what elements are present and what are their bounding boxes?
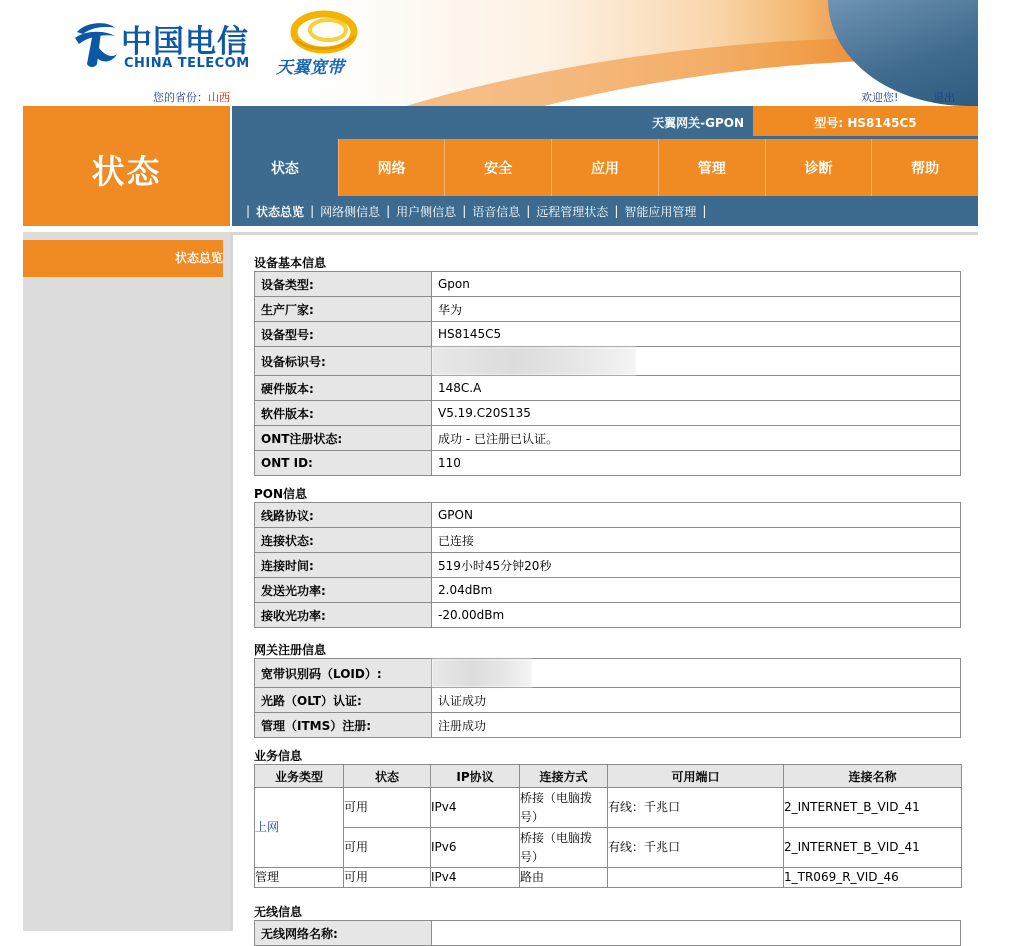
- col-ip-protocol: IP协议: [431, 765, 520, 788]
- redacted-block: [432, 347, 636, 375]
- sidebar-item-label: 状态总览: [174, 251, 223, 265]
- label-ont-status: ONT注册状态:: [255, 426, 432, 451]
- tab-status[interactable]: 状态: [232, 139, 338, 196]
- product-name: 天翼宽带: [276, 58, 344, 78]
- label-line-protocol: 线路协议:: [255, 503, 432, 528]
- col-service-type: 业务类型: [255, 765, 344, 788]
- province-value: 山西: [208, 91, 230, 104]
- tab-network[interactable]: 网络: [338, 139, 445, 196]
- value-software-version: V5.19.C20S135: [432, 401, 961, 426]
- logout-link[interactable]: 退出: [933, 91, 955, 104]
- redacted-block: [432, 659, 532, 687]
- table-row: [255, 603, 961, 628]
- subnav-smart-apps[interactable]: 智能应用管理: [624, 204, 697, 219]
- value-device-type: Gpon: [432, 272, 961, 297]
- label-manufacturer: 生产厂家:: [255, 297, 432, 322]
- cell-port: 有线：千兆口: [608, 788, 784, 828]
- cell-port: 有线：千兆口: [608, 828, 784, 868]
- table-row: [255, 868, 962, 888]
- value-loid-redacted: [432, 659, 961, 688]
- sidebar-item-status-overview[interactable]: [23, 240, 223, 277]
- tab-help[interactable]: 帮助: [871, 139, 978, 196]
- table-row: [255, 828, 962, 868]
- table-row: [255, 297, 961, 322]
- value-tx-power: 2.04dBm: [432, 578, 961, 603]
- label-connection-time: 连接时间:: [255, 553, 432, 578]
- model-box: [753, 106, 978, 136]
- subnav-voice-info[interactable]: 语音信息: [472, 204, 521, 219]
- province-info: [153, 89, 230, 105]
- label-olt-auth: 光路（OLT）认证:: [255, 688, 432, 713]
- subnav-separator: |: [614, 204, 619, 218]
- subnav-status-overview[interactable]: 状态总览: [256, 204, 305, 219]
- value-ont-id: 110: [432, 451, 961, 476]
- table-row: [255, 272, 961, 297]
- registration-table: [254, 658, 961, 738]
- section-title-registration: 网关注册信息: [254, 643, 327, 657]
- col-connection-mode: 连接方式: [520, 765, 608, 788]
- table-row: [255, 347, 961, 376]
- label-software-version: 软件版本:: [255, 401, 432, 426]
- cell-mode: 桥接（电脑拨号）: [520, 788, 608, 828]
- label-itms-register: 管理（ITMS）注册:: [255, 713, 432, 738]
- sidebar: [23, 232, 230, 931]
- label-connection-status: 连接状态:: [255, 528, 432, 553]
- cell-name: 2_INTERNET_B_VID_41: [784, 788, 962, 828]
- value-line-protocol: GPON: [432, 503, 961, 528]
- section-title-pon: PON信息: [254, 487, 308, 501]
- table-row: [255, 713, 961, 738]
- table-row: [255, 528, 961, 553]
- section-title-wireless: 无线信息: [254, 905, 303, 919]
- china-telecom-logo-icon: [71, 18, 119, 70]
- section-title-basic: 设备基本信息: [254, 256, 327, 270]
- top-navbar: [232, 106, 978, 226]
- value-rx-power: -20.00dBm: [432, 603, 961, 628]
- subnav-separator: |: [310, 204, 315, 218]
- label-device-serial: 设备标识号:: [255, 347, 432, 376]
- cell-mode: 桥接（电脑拨号）: [520, 828, 608, 868]
- page-title-block: [23, 106, 230, 226]
- table-row: [255, 376, 961, 401]
- page-frame: [23, 0, 978, 941]
- table-row: [255, 426, 961, 451]
- cell-ip: IPv6: [431, 828, 520, 868]
- label-ont-id: ONT ID:: [255, 451, 432, 476]
- value-connection-time: 519小时45分钟20秒: [432, 553, 961, 578]
- sub-navigation: [232, 196, 978, 226]
- logo-english-text: CHINA TELECOM: [124, 56, 250, 71]
- logo-chinese-text: 中国电信: [121, 24, 249, 60]
- label-tx-power: 发送光功率:: [255, 578, 432, 603]
- subnav-separator: |: [246, 204, 251, 218]
- label-hardware-version: 硬件版本:: [255, 376, 432, 401]
- col-connection-name: 连接名称: [784, 765, 962, 788]
- table-row: [255, 788, 962, 828]
- tab-diagnostics[interactable]: 诊断: [765, 139, 872, 196]
- cell-mode: 路由: [520, 868, 608, 888]
- subnav-wan-info[interactable]: 网络侧信息: [320, 204, 381, 219]
- tab-security[interactable]: 安全: [444, 139, 551, 196]
- tab-application[interactable]: 应用: [551, 139, 658, 196]
- subnav-separator: |: [526, 204, 531, 218]
- value-manufacturer: 华为: [432, 297, 961, 322]
- subnav-separator: |: [462, 204, 467, 218]
- table-row: [255, 688, 961, 713]
- subnav-separator: |: [702, 204, 707, 218]
- cell-status: 可用: [344, 828, 431, 868]
- main-content: [230, 232, 978, 941]
- cell-ip: IPv4: [431, 788, 520, 828]
- cell-ip: IPv4: [431, 868, 520, 888]
- page-title: 状态: [91, 152, 162, 191]
- value-device-model: HS8145C5: [432, 322, 961, 347]
- label-ssid: 无线网络名称:: [255, 921, 432, 946]
- table-row: [255, 553, 961, 578]
- label-loid: 宽带识别码（LOID）:: [255, 659, 432, 688]
- value-itms-register: 注册成功: [432, 713, 961, 738]
- table-row: [255, 451, 961, 476]
- main-tabs: [232, 139, 978, 196]
- value-connection-status: 已连接: [432, 528, 961, 553]
- label-rx-power: 接收光功率:: [255, 603, 432, 628]
- table-row: [255, 921, 961, 946]
- basic-info-table: [254, 271, 961, 476]
- gateway-name: 天翼网关-GPON: [652, 116, 744, 130]
- value-ont-status: 成功 - 已注册已认证。: [432, 426, 961, 451]
- section-title-service: 业务信息: [254, 749, 303, 763]
- device-model: 型号: HS8145C5: [814, 116, 917, 130]
- device-info-bar: [232, 106, 978, 136]
- tianyi-swirl-icon: [288, 10, 360, 54]
- subnav-lan-info[interactable]: 用户侧信息: [396, 204, 457, 219]
- label-device-model: 设备型号:: [255, 322, 432, 347]
- value-device-serial-redacted: [432, 347, 961, 376]
- label-device-type: 设备类型:: [255, 272, 432, 297]
- tab-management[interactable]: 管理: [658, 139, 765, 196]
- welcome-text: 欢迎您!: [861, 91, 899, 104]
- table-row: [255, 578, 961, 603]
- wireless-table: [254, 920, 961, 946]
- cell-name: 2_INTERNET_B_VID_41: [784, 828, 962, 868]
- table-row: [255, 322, 961, 347]
- service-table: [254, 764, 962, 888]
- value-hardware-version: 148C.A: [432, 376, 961, 401]
- subnav-remote-mgmt[interactable]: 远程管理状态: [536, 204, 609, 219]
- table-row: [255, 659, 961, 688]
- cell-status: 可用: [344, 788, 431, 828]
- pon-info-table: [254, 502, 961, 628]
- header-banner: [23, 0, 978, 106]
- table-row: [255, 503, 961, 528]
- subnav-separator: |: [386, 204, 391, 218]
- value-ssid: [432, 921, 961, 946]
- table-row: [255, 401, 961, 426]
- cell-port: [608, 868, 784, 888]
- cell-name: 1_TR069_R_VID_46: [784, 868, 962, 888]
- service-type-internet-link[interactable]: 上网: [255, 788, 344, 868]
- province-label: 您的省份：: [153, 91, 208, 104]
- table-header-row: [255, 765, 962, 788]
- value-olt-auth: 认证成功: [432, 688, 961, 713]
- cell-status: 可用: [344, 868, 431, 888]
- col-available-port: 可用端口: [608, 765, 784, 788]
- cell-type: 管理: [255, 868, 344, 888]
- col-status: 状态: [344, 765, 431, 788]
